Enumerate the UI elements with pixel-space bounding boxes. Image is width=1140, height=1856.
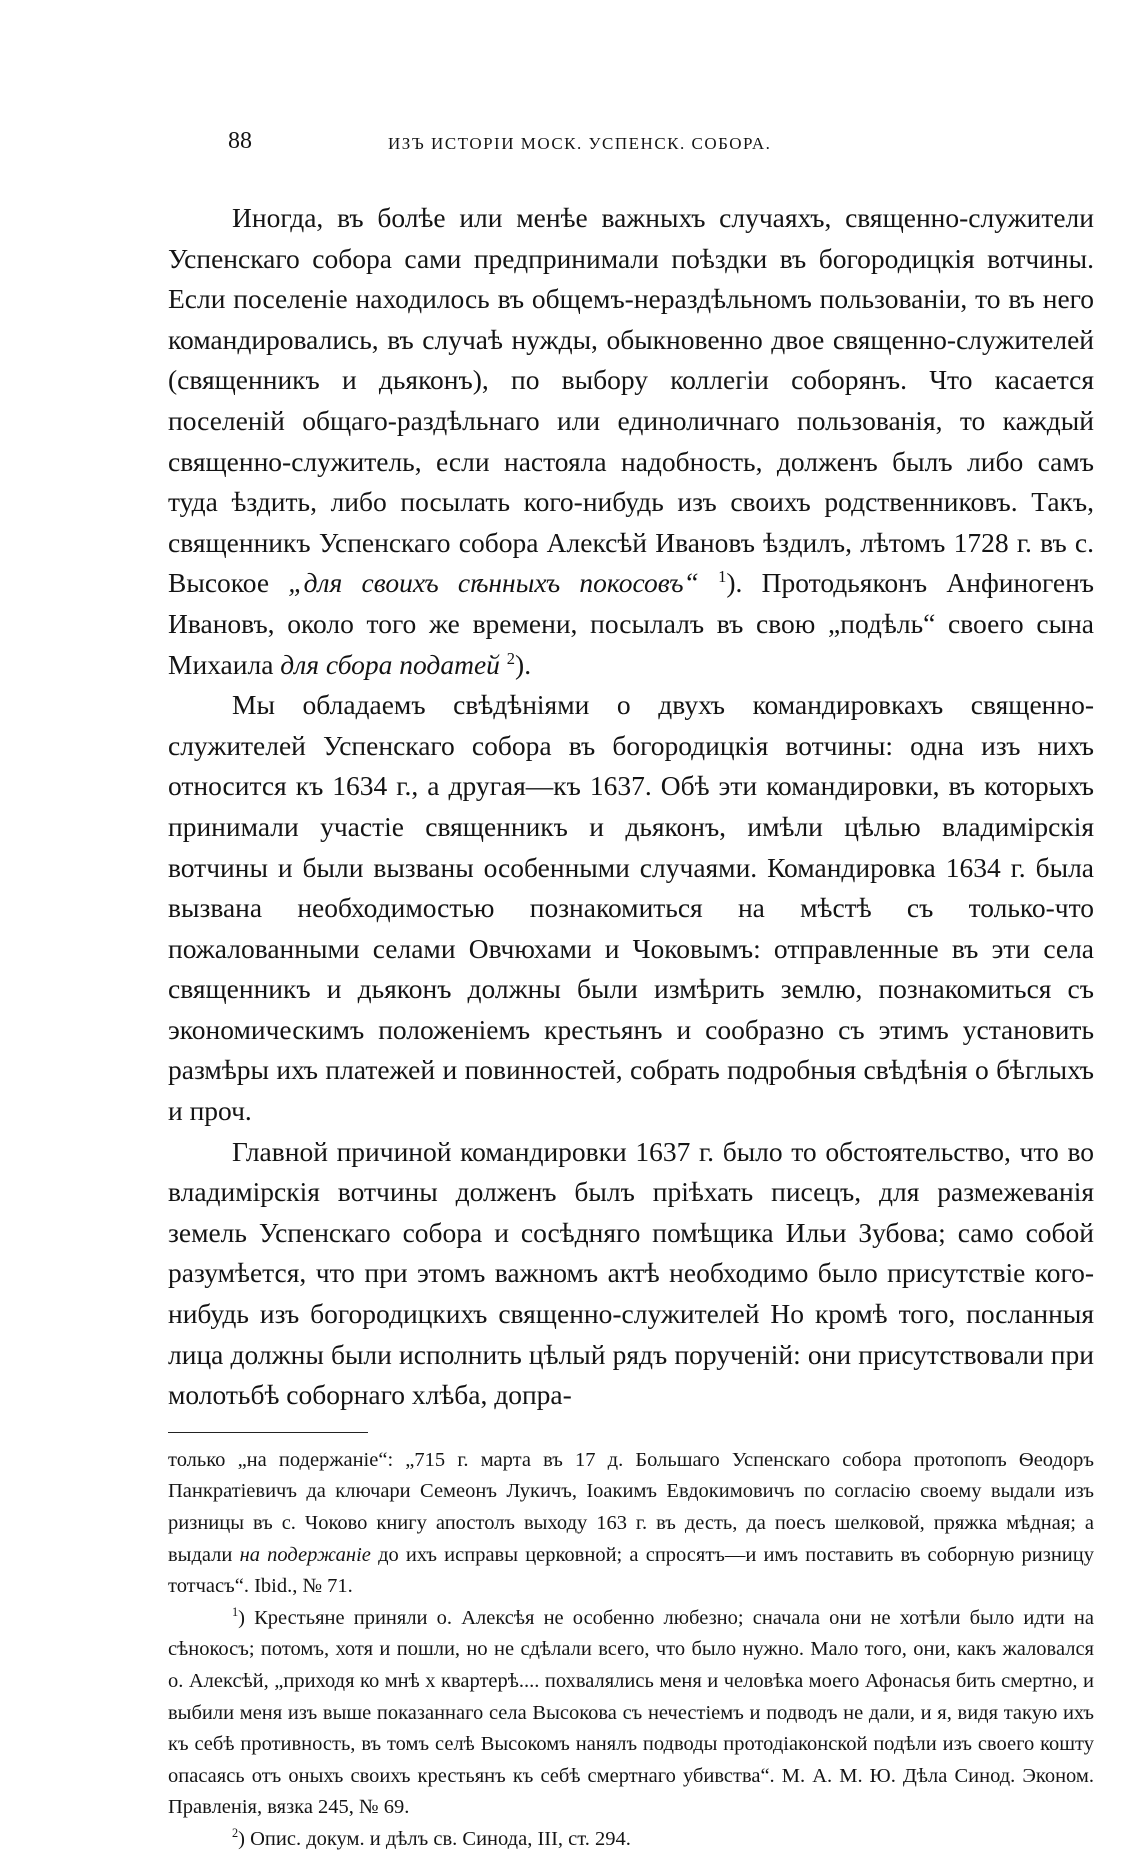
footnote-1-mark: 1 — [232, 1604, 239, 1619]
footnote-ref-2: 2 — [506, 648, 516, 668]
footnote-divider — [168, 1432, 368, 1433]
page-number: 88 — [228, 128, 252, 154]
book-page — [168, 128, 1095, 1850]
footnote-1-text: ) Крестьяне приняли о. Алексѣя не особенно любезно; сначала они не хотѣли было идти на сѣнокосъ; потомъ, хотя и пошли, но не сдѣлали всего, что было нужно. Мало того, они, какъ жаловался о. Алексѣй, „приходя ко мнѣ х квартерѣ.... похвалялись меня и человѣка моего Афонасья бить смертно, и выбили меня изъ выше показаннаго села Высокова съ нечестіемъ и подводъ не дали, и я, видя такую ихъ къ себѣ противность, въ томъ селѣ Высокомъ нанялъ подводы протодіаконской подѣли изъ своего кошту опасаясь отъ оныхъ своихъ крестьянъ къ себѣ смертнаго убивства“. М. А. М. Ю. Дѣла Синод. Эконом. Правленія, вязка 245, № 69. — [168, 1606, 1094, 1819]
page-header — [168, 128, 1094, 168]
paragraph-1-text-c: ). Протодьяконъ Анфиногенъ Ивановъ, около того же времени, посылалъ въ свою „подѣль“ своего сына Михаила — [168, 567, 1095, 680]
footnote-ref-1: 1 — [718, 567, 727, 587]
paragraph-1-italic-phrase: для сбора податей — [280, 648, 500, 680]
paragraph-3: Главной причиной командировки 1637 г. было то обстоятельство, что во владимірскія вотчины долженъ былъ пріѣхать писецъ, для размежеванія земель Успенскаго собора и сосѣдняго помѣщика Ильи Зубова; само собой разумѣется, что при этомъ важномъ актѣ необходимо было присутствіе кого-нибудь изъ богородицкихъ священно-служителей Но кромѣ того, посланныя лица должны были исполнить цѣлый рядъ порученій: они присутствовали при молотьбѣ соборнаго хлѣба, допра- — [168, 1135, 1094, 1411]
paragraph-1-italic-quote: „для своихъ сѣнныхъ покосовъ“ — [288, 567, 699, 599]
running-title: ИЗЪ ИСТОРІИ МОСК. УСПЕНСК. СОБОРА. — [388, 134, 772, 153]
footnotes — [168, 1445, 1094, 1856]
footnote-continuation-text-c: до ихъ исправы церковной; а спросятъ—и имъ поставить въ соборную ризницу тотчасъ“. Ibid., № 71. — [168, 1543, 1094, 1598]
footnote-1 — [168, 1603, 1094, 1824]
paragraph-1 — [168, 198, 1094, 685]
footnote-2-mark: 2 — [232, 1826, 239, 1841]
main-text — [168, 198, 1094, 1416]
footnote-continuation-italic: на подержаніе — [239, 1543, 371, 1566]
paragraph-1-text-e: ). — [515, 648, 532, 680]
footnote-2-text: ) Опис. докум. и дѣлъ св. Синода, III, ст. 294. — [238, 1827, 631, 1850]
paragraph-2: Мы обладаемъ свѣдѣніями о двухъ командировкахъ священно-служителей Успенскаго собора въ богородицкія вотчины: одна изъ нихъ относится къ 1634 г., а другая—къ 1637. Обѣ эти командировки, въ которыхъ принимали участіе священникъ и дьяконъ, имѣли цѣлью владимірскія вотчины и были вызваны особенными случаями. Командировка 1634 г. была вызвана необходимостью познакомиться на мѣстѣ съ только-что пожалованными селами Овчюхами и Чоковымъ: отправленные въ эти села священникъ и дьяконъ должны были измѣрить землю, познакомиться съ экономическимъ положеніемъ крестьянъ и сообразно съ этимъ установить размѣры ихъ платежей и повинностей, собрать подробныя свѣдѣнія о бѣглыхъ и проч. — [168, 689, 1094, 1127]
paragraph-1-text-a: Иногда, въ болѣе или менѣе важныхъ случаяхъ, священно-служители Успенскаго собора сами предпринимали поѣздки въ богородицкія вотчины. Если поселеніе находилось въ общемъ-нераздѣльномъ пользованіи, то въ него командировались, въ случаѣ нужды, обыкновенно двое священно-служителей (священникъ и дьяконъ), по выбору коллегіи соборянъ. Что касается поселеній общаго-раздѣльнаго или единоличнаго пользованія, то каждый священно-служитель, если настояла надобность, долженъ былъ либо самъ туда ѣздить, либо посылать кого-нибудь изъ своихъ родственниковъ. Такъ, священникъ Успенскаго собора Алексѣй Ивановъ ѣздилъ, лѣтомъ 1728 г. въ с. Высокое — [168, 202, 1094, 599]
footnote-continuation — [168, 1445, 1094, 1603]
footnote-2 — [168, 1824, 1094, 1856]
footnote-continuation-text-a: только „на подержаніе“: „715 г. марта въ 17 д. Большаго Успенскаго собора протопопъ Ѳеодоръ Панкратіевичъ да ключари Семеонъ Лукичъ, Іоакимъ Евдокимовичъ по согласію своему выдали изъ ризницы въ с. Чоково книгу апостолъ выходу 163 г. въ десть, да поесъ шелковой, пряжка мѣдная; а выдали — [168, 1448, 1094, 1566]
